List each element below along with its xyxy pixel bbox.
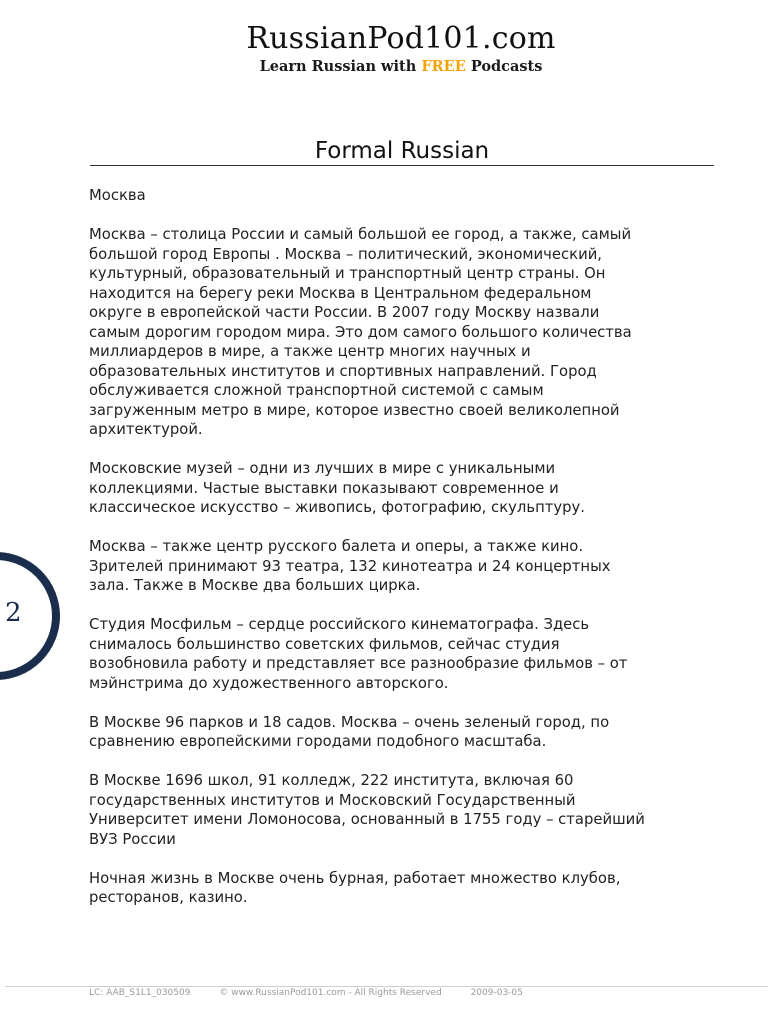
tagline: [34, 58, 768, 75]
footer-date: 2009-03-05: [470, 988, 523, 998]
footer-divider: [5, 986, 768, 987]
tagline-start: Learn Russian with: [259, 58, 422, 75]
page-number: 2: [5, 598, 22, 628]
page-footer: [89, 988, 549, 998]
footer-lesson-code: LC: AAB_S1L1_030509: [89, 988, 191, 998]
paragraph: Ночная жизнь в Москве очень бурная, работает множество клубов, ресторанов, казино.: [89, 869, 621, 906]
document-title: Formal Russian: [314, 138, 490, 164]
paragraph: Москва – столица России и самый большой ее город, а также, самый большой город Европы . Москва – политический, экономический, культурный, образовательный и транспортный центр страны. Он находится на берегу реки Москва в Центральном федеральном округе в европейской части России. В 2007 году Москву назвали самым дорогим городом мира. Это дом самого большого количества миллиардеров в мире, а также центр многих научных и образовательных институтов и спортивных направлений. Город обслуживается сложной транспортной системой с самым загруженным метро в мире, которое известно своей великолепной архитектурой.: [89, 226, 632, 438]
paragraph: Москва – также центр русского балета и оперы, а также кино. Зрителей принимают 93 театра, 132 кинотеатра и 24 концертных зала. Также в Москве два больших цирка.: [89, 538, 611, 594]
tagline-end: Podcasts: [465, 58, 543, 75]
site-title: RussianPod101.com: [246, 21, 556, 56]
paragraph: В Москве 1696 школ, 91 колледж, 222 института, включая 60 государственных институтов и Московский Государственный Университет имени Ломоносова, основанный в 1755 году – старейший ВУЗ России: [89, 772, 645, 848]
paragraph-heading: Москва: [89, 187, 146, 204]
title-divider: [90, 165, 714, 166]
tagline-free: FREE: [421, 58, 466, 75]
paragraph: В Москве 96 парков и 18 садов. Москва – очень зеленый город, по сравнению европейскими городами подобного масштаба.: [89, 713, 610, 750]
document-body: [89, 186, 649, 927]
paragraph: Московские музей – одни из лучших в мире с уникальными коллекциями. Частые выставки показывают современное и классическое искусство – живопись, фотографию, скульптуру.: [89, 460, 585, 516]
site-header: [0, 20, 768, 75]
footer-copyright: © www.RussianPod101.com - All Rights Reserved: [219, 988, 442, 998]
paragraph: Студия Мосфильм – сердце российского кинематографа. Здесь снималось большинство советских фильмов, сейчас студия возобновила работу и представляет все разнообразие фильмов – от мэйнстрима до художественного авторского.: [89, 616, 628, 692]
